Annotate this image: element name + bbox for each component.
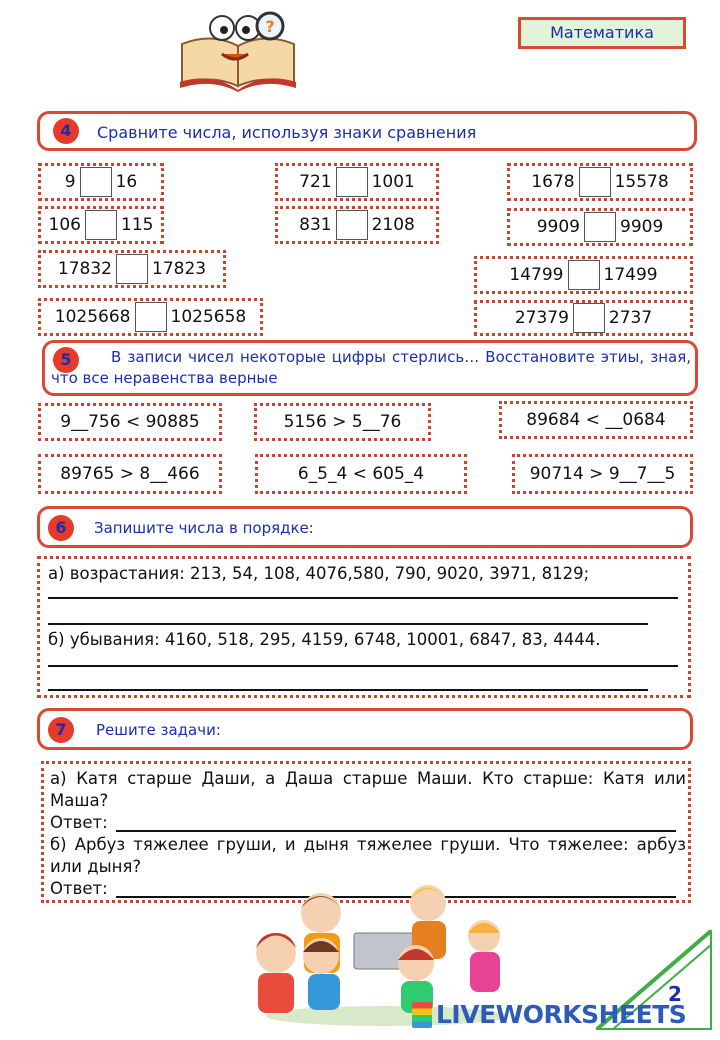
task7-number: 7: [48, 717, 74, 743]
compare-right: 115: [121, 215, 154, 235]
task6-body: [37, 556, 691, 698]
compare-left: 1025668: [54, 307, 131, 327]
answer-box[interactable]: [80, 167, 112, 197]
answer-box[interactable]: [573, 303, 605, 333]
compare-pair: [275, 163, 439, 201]
compare-right: 17499: [603, 265, 658, 285]
inequality-item[interactable]: 89765 > 8__466: [38, 454, 222, 494]
answer-box[interactable]: [336, 210, 368, 240]
compare-pair: [38, 298, 263, 336]
answer-line[interactable]: [48, 597, 678, 599]
task7-problem-a: а) Катя старше Даши, а Даша старше Маши. Кто старше: Катя или Маша?: [50, 769, 686, 810]
compare-right: 2108: [371, 215, 415, 235]
brand-icon: [412, 1002, 432, 1028]
task6-item-a: а) возрастания: 213, 54, 108, 4076,580, 790, 9020, 3971, 8129;: [48, 564, 590, 583]
compare-left: 14799: [509, 265, 564, 285]
answer-box[interactable]: [336, 167, 368, 197]
compare-right: 1001: [371, 172, 415, 192]
answer-line[interactable]: [48, 665, 678, 667]
task4-title: Сравните числа, используя знаки сравнения: [97, 123, 477, 142]
answer-box[interactable]: [116, 254, 148, 284]
compare-right: 1025658: [170, 307, 247, 327]
inequality-item[interactable]: 90714 > 9__7__5: [512, 454, 693, 494]
compare-left: 17832: [57, 259, 112, 279]
task4-header: [37, 111, 697, 151]
compare-left: 721: [299, 172, 332, 192]
answer-box[interactable]: [135, 302, 167, 332]
task7-problem-b: б) Арбуз тяжелее груши, и дыня тяжелее груши. Что тяжелее: арбуз или дыня?: [50, 835, 686, 876]
compare-right: 15578: [614, 172, 669, 192]
compare-pair: [507, 208, 693, 246]
compare-pair: [38, 250, 226, 288]
compare-pair: [38, 206, 164, 244]
task4-number: 4: [53, 118, 79, 144]
page-number: 2: [668, 982, 682, 1006]
task5-title: В записи чисел некоторые цифры стерлись… Восстановите этиы, зная, что все неравенства верные: [51, 348, 691, 387]
inequality-item[interactable]: 9__756 < 90885: [38, 403, 222, 441]
compare-pair: [507, 163, 693, 201]
brand-logo: [412, 1000, 686, 1029]
task6-title: Запишите числа в порядке:: [94, 519, 314, 537]
task6-header: [37, 506, 693, 548]
compare-pair: [474, 256, 693, 294]
answer-box[interactable]: [85, 210, 117, 240]
compare-left: 831: [299, 215, 332, 235]
subject-label: Математика: [518, 17, 686, 49]
task6-item-b: б) убывания: 4160, 518, 295, 4159, 6748, 10001, 6847, 83, 4444.: [48, 630, 601, 649]
answer-a-label: Ответ:: [50, 813, 108, 832]
compare-left: 27379: [514, 308, 569, 328]
answer-line[interactable]: [48, 623, 648, 625]
answer-a-line[interactable]: [116, 830, 676, 832]
compare-pair: [275, 206, 439, 244]
inequality-item[interactable]: 89684 < __0684: [499, 401, 693, 439]
task5-number: 5: [53, 347, 79, 373]
task5-header: [42, 340, 698, 396]
book-mascot-illustration: [172, 4, 307, 92]
svg-text:?: ?: [265, 17, 275, 36]
compare-right: 17823: [152, 259, 207, 279]
task7-header: [37, 708, 693, 750]
answer-box[interactable]: [579, 167, 611, 197]
compare-left: 106: [48, 215, 81, 235]
inequality-item[interactable]: 5156 > 5__76: [254, 403, 431, 441]
answer-b-label: Ответ:: [50, 879, 108, 898]
brand-text: LIVEWORKSHEETS: [436, 1000, 687, 1029]
compare-pair: [474, 300, 693, 336]
compare-left: 9909: [536, 217, 580, 237]
compare-pair: [38, 163, 164, 201]
compare-right: 2737: [608, 308, 653, 328]
task7-title: Решите задачи:: [96, 721, 221, 739]
answer-box[interactable]: [584, 212, 616, 242]
inequality-item[interactable]: 6_5_4 < 605_4: [255, 454, 467, 494]
task6-number: 6: [48, 515, 74, 541]
compare-right: 9909: [620, 217, 664, 237]
compare-left: 1678: [531, 172, 575, 192]
compare-right: 16: [115, 172, 138, 192]
answer-line[interactable]: [48, 689, 648, 691]
answer-box[interactable]: [568, 260, 600, 290]
compare-left: 9: [64, 172, 76, 192]
